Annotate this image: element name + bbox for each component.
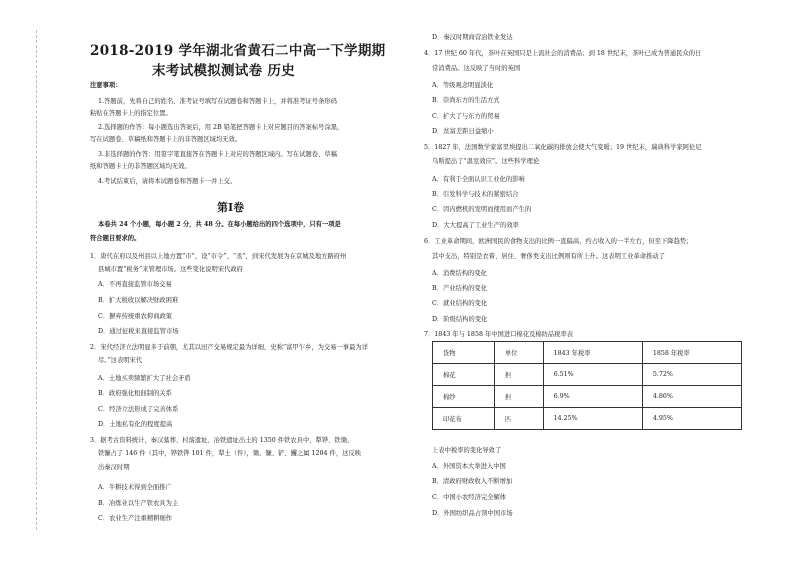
answer-option: C．因内燃机的发明而使用而产生的 bbox=[432, 206, 532, 213]
section-intro-line: 本卷共 24 个小题，每小题 2 分，共 48 分。在每小题给出的四个选项中，只有一项是 bbox=[98, 221, 341, 228]
question-stem: 7．1843 年与 1858 年中国进口棉花及棉纺品税率表 bbox=[424, 331, 574, 338]
notice-line: 3.非选择题的作答：用签字笔直接答在答题卡上对应的答题区域内。写在试题卷、草稿 bbox=[98, 151, 337, 158]
answer-option: B．冶炼业以生产铁农具为主 bbox=[98, 500, 179, 507]
answer-option: C．农业生产注重精耕细作 bbox=[98, 515, 173, 522]
answer-option: C．中国小农经济完全解体 bbox=[432, 494, 507, 501]
answer-option: D．大大提高了工业生产的效率 bbox=[432, 222, 519, 229]
question-stem: 2．宋代经济立法明显多于前朝，尤其以田产交易规定最为详细，史称“富甲乍乡，为交易一事最为详 bbox=[90, 344, 368, 351]
table-row bbox=[433, 386, 742, 408]
notice-line: 4.考试结束后，请将本试题卷和答题卡一并上交。 bbox=[98, 178, 237, 185]
answer-option: D．外国纺织品占领中国市场 bbox=[432, 510, 513, 517]
table-cell: 14.25% bbox=[543, 408, 642, 430]
page-title-line2: 末考试模拟测试卷 历史 bbox=[152, 63, 295, 79]
answer-option: B．产业结构的变化 bbox=[432, 285, 488, 292]
answer-option: A．等级观念明显淡化 bbox=[432, 82, 494, 89]
question-stem: 常消费品。这反映了当时的英国 bbox=[432, 65, 521, 72]
table-cell: 4.95% bbox=[642, 408, 741, 430]
notice-line: 纸和答题卡上的非答题区域均无效。 bbox=[90, 163, 191, 170]
table-cell: 5.72% bbox=[642, 364, 741, 386]
table-header-cell: 1858 年税率 bbox=[642, 342, 741, 364]
table-cell: 6.51% bbox=[543, 364, 642, 386]
answer-option: D．阶级结构的变化 bbox=[432, 316, 488, 323]
table-cell: 匹 bbox=[494, 408, 543, 430]
notice-heading: 注意事项： bbox=[90, 82, 122, 89]
notice-line: 2.选择题的作答：每小题选出答案后，用 2B 铅笔把答题卡上对应题目的答案标号涂黑， bbox=[98, 124, 344, 131]
answer-option: A．不再直接监管市场交易 bbox=[98, 281, 172, 288]
answer-option: C．扩大了与东方的贸易 bbox=[432, 113, 500, 120]
table-cell: 担 bbox=[494, 364, 543, 386]
table-cell: 6.9% bbox=[543, 386, 642, 408]
question-stem: 县城市置“税务”来管理市场。这些变化说明宋代政府 bbox=[98, 266, 243, 273]
answer-option: D．贫富差距日益缩小 bbox=[432, 128, 494, 135]
question-stem: 1．唐代在府以及州县以上地方置“市”，设“市令”、“丞”，到宋代发展为在京城及地方路府州 bbox=[90, 253, 347, 260]
answer-option: A．消费结构的变化 bbox=[432, 270, 487, 277]
notice-line: 1.答题前，先将自己的姓名、准考证号填写在试题卷和答题卡上，并将准考证号条形码 bbox=[98, 98, 337, 105]
answer-option: D．秦汉时期商营冶铁业发达 bbox=[432, 34, 513, 41]
table-header-row bbox=[433, 342, 742, 364]
question-stem: 4．17 世纪 60 年代，茶叶在英国只是上流社会的消费品；到 18 世纪末，茶叶已成为普通民众的日 bbox=[424, 50, 702, 57]
answer-option: A．有利于全面认识工业化的影响 bbox=[432, 176, 525, 183]
notice-line: 粘贴在答题卡上的指定位置。 bbox=[90, 110, 172, 117]
answer-option: B．崇尚东方的生活方式 bbox=[432, 97, 500, 104]
answer-option: D．通过征税来直接监管市场 bbox=[98, 328, 179, 335]
table-cell: 棉纱 bbox=[433, 386, 495, 408]
answer-option: B．引发科学与技术的紧密结合 bbox=[432, 191, 519, 198]
question-stem: 乌斯提出了“温室效应”。这些科学理论 bbox=[432, 158, 540, 165]
answer-option: C．经济立法形成了完善体系 bbox=[98, 406, 179, 413]
answer-option: B．扩大税收以解决财政困难 bbox=[98, 297, 179, 304]
binding-margin bbox=[22, 30, 50, 530]
tax-rate-table bbox=[432, 341, 742, 430]
table-cell: 4.86% bbox=[642, 386, 741, 408]
answer-option: D．土地私有化的程度提高 bbox=[98, 421, 173, 428]
answer-option: C．摒弃传统重农抑商政策 bbox=[98, 313, 173, 320]
section-title: 第Ⅰ卷 bbox=[217, 201, 245, 214]
question-stem: 上表中税率的变化导致了 bbox=[432, 447, 502, 454]
table-cell: 印花布 bbox=[433, 408, 495, 430]
answer-option: C．就业结构的变化 bbox=[432, 300, 488, 307]
question-stem: 5．1827 年，法国数学家富里埃提出二氧化碳的排放会使大气变暖；19 世纪末，瑞典科学家阿伦尼 bbox=[424, 144, 702, 151]
answer-option: B．政府强化租佃制的关系 bbox=[98, 390, 172, 397]
table-row bbox=[433, 408, 742, 430]
page-title-line1: 2018-2019 学年湖北省黄石二中高一下学期期 bbox=[90, 43, 386, 59]
table-row bbox=[433, 364, 742, 386]
answer-option: A．牛耕技术得到全面推广 bbox=[98, 484, 172, 491]
notice-line: 写在试题卷、草稿纸和答题卡上的非答题区域均无效。 bbox=[90, 136, 242, 143]
section-intro-line: 符合题目要求的。 bbox=[90, 235, 141, 242]
answer-option: A．土地买卖频繁扩大了社会矛盾 bbox=[98, 375, 191, 382]
table-header-cell: 货物 bbox=[433, 342, 495, 364]
answer-option: B．清政府财政收入不断增加 bbox=[432, 478, 513, 485]
question-stem: 其中支出，特别是衣着、居住、奢侈类支出比例则有所上升。这表明工业革命推动了 bbox=[432, 253, 665, 260]
table-cell: 棉花 bbox=[433, 364, 495, 386]
question-stem: 出秦汉时期 bbox=[98, 464, 130, 471]
question-stem: 铁镰占了 146 件（其中，铧铁铧 101 件，犁土（件），锄、镰、铲、钁之属 1204 件，这反映 bbox=[98, 450, 362, 457]
answer-option: A．外国资本大举进入中国 bbox=[432, 463, 506, 470]
binding-dash-line bbox=[36, 30, 37, 530]
question-stem: 3．据考古资料统计，秦汉墓葬、村落遗址、冶铁遗址出土的 1350 件铁农具中，犁铧、铁锄、 bbox=[90, 437, 354, 444]
table-header-cell: 单位 bbox=[494, 342, 543, 364]
table-cell: 担 bbox=[494, 386, 543, 408]
table-header-cell: 1843 年税率 bbox=[543, 342, 642, 364]
question-stem: 6．工业革命期间，欧洲国民的食物支出的比例一直偏高，约占收入的一半左右，但至下降趋势； bbox=[424, 238, 693, 245]
question-stem: 尽。”这表明宋代 bbox=[98, 357, 143, 364]
